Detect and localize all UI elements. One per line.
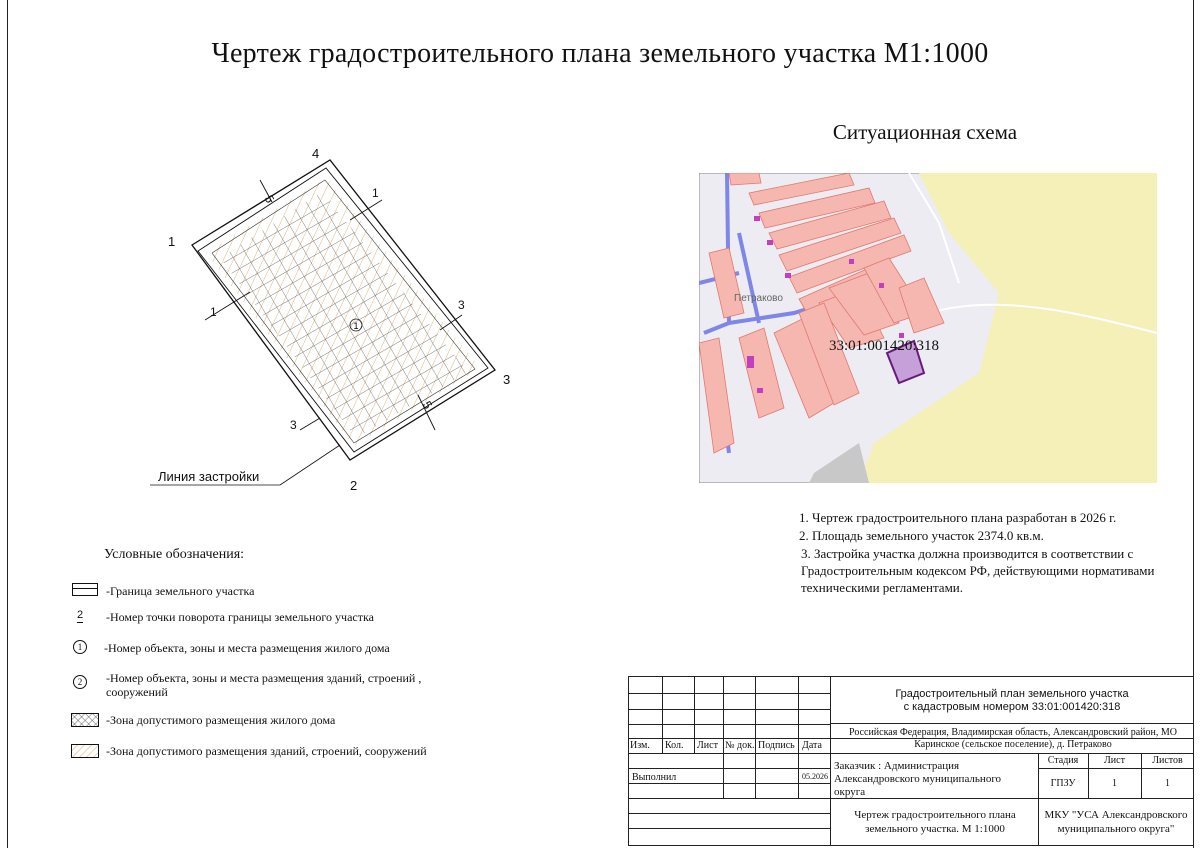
legend-item-house: -Номер объекта, зоны и места размещения жилого дома — [104, 641, 390, 655]
legend-item-house-zone: -Зона допустимого размещения жилого дома — [106, 713, 336, 727]
stamp-customer: Заказчик : Администрация Александровского муниципального округа — [834, 760, 1002, 798]
note-1: 1. Чертеж градостроительного плана разработан в 2026 г. — [799, 510, 1117, 525]
corner-label-4: 4 — [312, 146, 320, 161]
corner-label-3: 3 — [503, 372, 511, 387]
offset-label-bottom: 5 — [419, 398, 436, 412]
stamp-col-sheet: Лист — [697, 740, 718, 751]
offset-label-left: 1 — [210, 305, 217, 319]
stamp-organization: МКУ "УСА Александровского муниципального округа" — [1044, 809, 1188, 835]
note-2: 2. Площадь земельного участок 2374.0 кв.м. — [799, 528, 1044, 543]
stamp-drawing-name: Чертеж градостроительного плана земельного участка. М 1:1000 — [854, 809, 1016, 835]
legend-point-symbol: 2 — [77, 609, 84, 621]
offset-label-top: 5 — [261, 192, 278, 206]
legend-item-buildings-cont: сооружений — [106, 685, 168, 699]
stamp-sheet-label: Лист — [1104, 755, 1125, 766]
legend-crosshatch-symbol — [71, 713, 99, 727]
stamp-sheet-value: 1 — [1112, 778, 1117, 789]
legend-boundary-symbol — [72, 583, 98, 596]
object-number: 1 — [353, 321, 359, 331]
stamp-col-change: Изм. — [630, 740, 650, 751]
stamp-plan-title-line2: с кадастровым номером 33:01:001420:318 — [903, 701, 1121, 713]
stamp-sheets-value: 1 — [1165, 778, 1170, 789]
stamp-col-doc: № док. — [725, 740, 755, 751]
legend-circle-1-symbol: 1 — [73, 640, 87, 654]
plot-drawing — [150, 140, 530, 500]
stamp-executed-label: Выполнил — [632, 772, 677, 783]
build-line-label: Линия застройки — [158, 469, 260, 484]
legend-item-buildings: -Номер объекта, зоны и места размещения зданий, строений , — [106, 671, 422, 685]
stamp-plan-title-line1: Градостроительный план земельного участка — [895, 688, 1129, 700]
drawing-title: Чертеж градостроительного плана земельного участка М1:1000 — [211, 38, 989, 69]
legend-diaghatch-symbol — [71, 744, 99, 758]
legend-item-buildings-zone: -Зона допустимого размещения зданий, строений, сооружений — [106, 744, 427, 758]
stamp-stage-label: Стадия — [1047, 755, 1079, 766]
stamp-stage-value: ГПЗУ — [1050, 778, 1076, 789]
corner-label-2: 2 — [350, 478, 358, 493]
stamp-executed-date: 05.2026 — [802, 772, 828, 781]
offset-label-right: 3 — [458, 298, 465, 312]
note-3-end: техническими регламентами. — [801, 580, 963, 595]
stamp-sheets-label: Листов — [1152, 755, 1183, 766]
legend-item-boundary: -Граница земельного участка — [106, 584, 255, 598]
settlement-label: Петраково — [734, 293, 783, 304]
offset-label-bottom-left: 3 — [290, 418, 297, 432]
cadastral-label: 33:01:001420:318 — [829, 338, 940, 354]
stamp-address: Российская Федерация, Владимирская область, Александровский район, МО Каринское (сельское поселение), д. Петраково — [849, 727, 1177, 750]
situation-map — [699, 173, 1157, 483]
stamp-col-count: Кол. — [665, 740, 684, 751]
stamp-col-date: Дата — [802, 740, 822, 751]
note-3: 3. Застройка участка должна производится в соответствии с — [801, 546, 1134, 561]
corner-label-1: 1 — [168, 234, 176, 249]
legend-item-point: -Номер точки поворота границы земельного участка — [106, 610, 374, 624]
stamp-col-signature: Подпись — [758, 740, 795, 751]
legend-heading: Условные обозначения: — [104, 547, 245, 562]
offset-label-top-right: 1 — [372, 186, 379, 200]
legend-circle-2-symbol: 2 — [73, 675, 87, 689]
sheet-border-left — [7, 0, 8, 848]
stamp-plan-title — [832, 688, 1192, 714]
situation-scheme-title: Ситуационная схема — [832, 120, 1018, 144]
note-3-cont: Градостроительным кодексом РФ, действующими нормативами — [801, 563, 1155, 578]
